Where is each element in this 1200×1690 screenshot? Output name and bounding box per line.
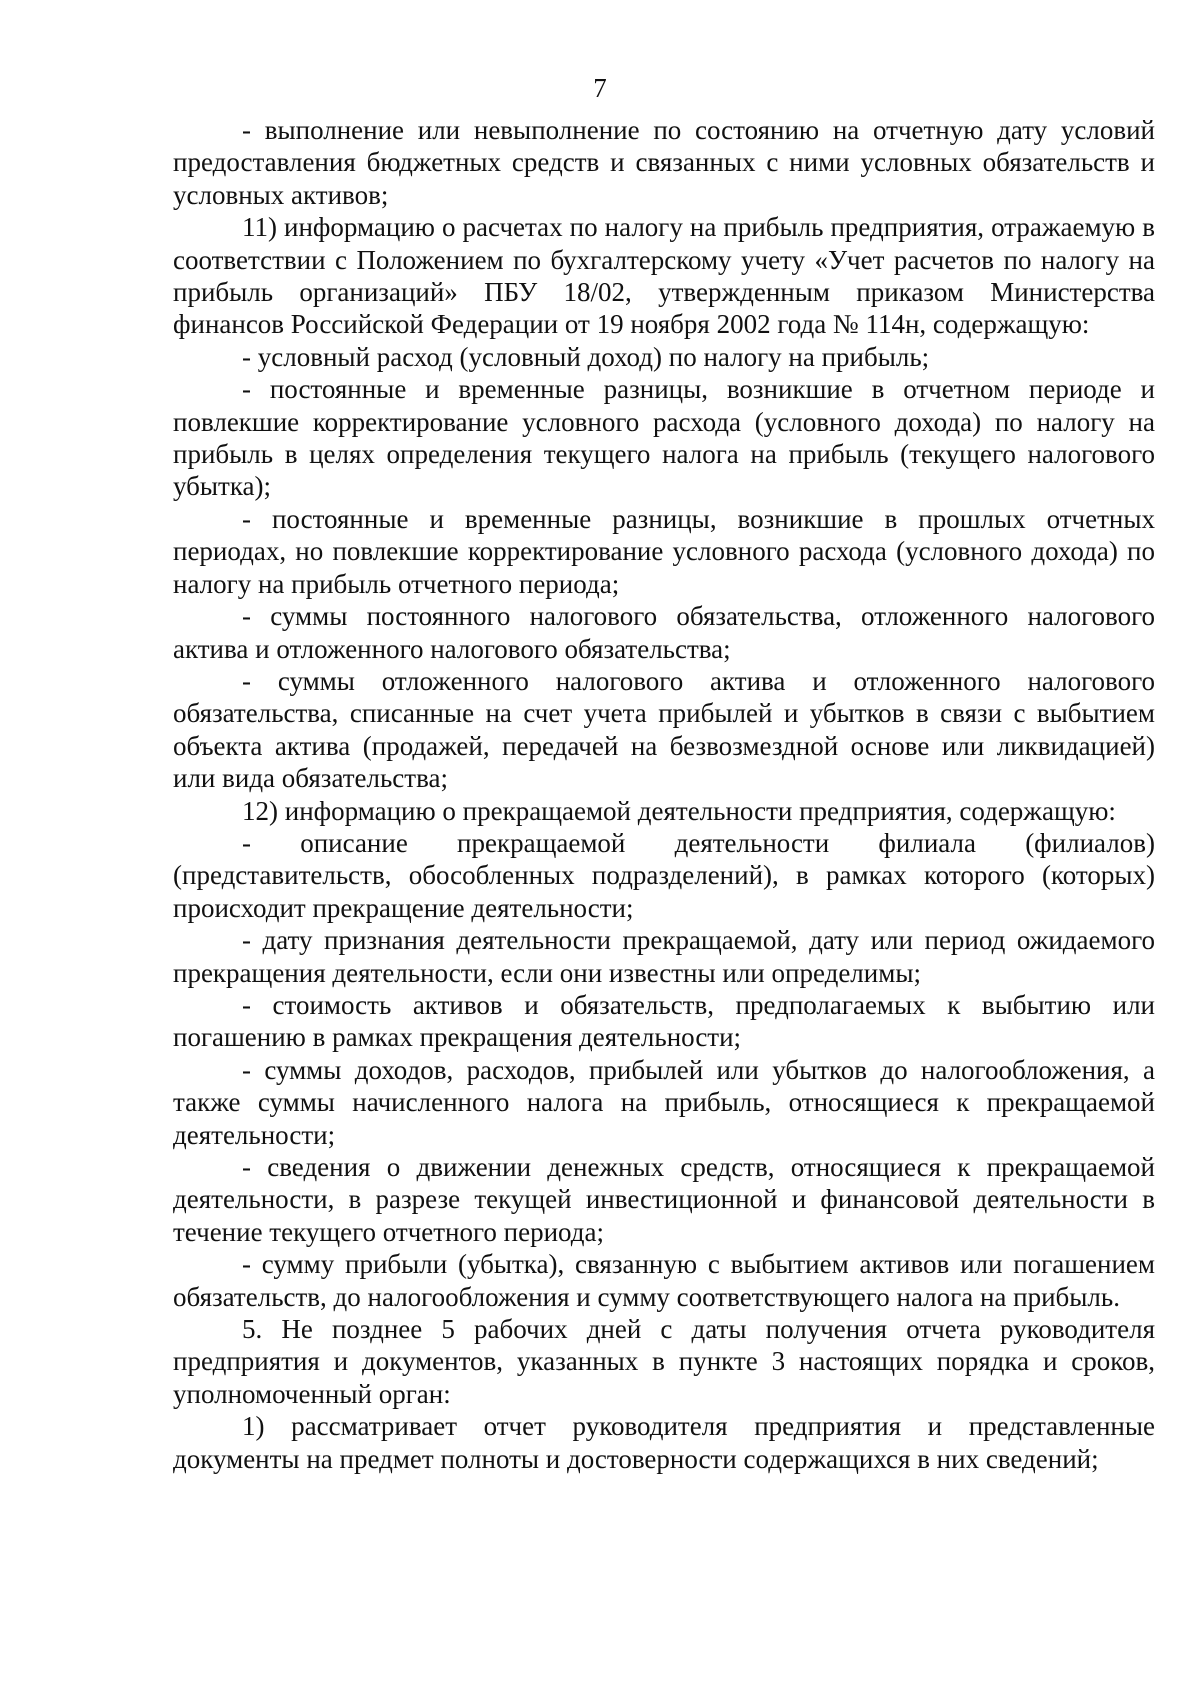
paragraph-condition-fulfillment: - выполнение или невыполнение по состоянию на отчетную дату условий предоставления бюджетных средств и связанных с ними условных обязательств и условных активов; — [173, 115, 1155, 210]
paragraph-recognition-date: - дату признания деятельности прекращаемой, дату или период ожидаемого прекращения деятельности, если они известны или определимы; — [173, 925, 1155, 988]
paragraph-item-5: 5. Не позднее 5 рабочих дней с даты получения отчета руководителя предприятия и документов, указанных в пункте 3 настоящих порядка и сроков, уполномоченный орган: — [173, 1314, 1155, 1409]
paragraph-item-5-1: 1) рассматривает отчет руководителя предприятия и представленные документы на предмет полноты и достоверности содержащихся в них сведений; — [173, 1411, 1155, 1474]
paragraph-discontinued-description: - описание прекращаемой деятельности филиала (филиалов) (представительств, обособленных подразделений), в рамках которого (которых) происходит прекращение деятельности; — [173, 827, 1155, 923]
paragraph-current-period-differences: - постоянные и временные разницы, возникшие в отчетном периоде и повлекшие корректирование условного расхода (условного дохода) по налогу на прибыль в целях определения текущего налога на прибыль (текущего налогового убытка); — [173, 374, 1155, 502]
page-number: 7 — [593, 73, 607, 103]
paragraph-item-11: 11) информацию о расчетах по налогу на прибыль предприятия, отражаемую в соответствии с Положением по бухгалтерскому учету «Учет расчетов по налогу на прибыль организаций» ПБУ 18/02, утвержденным приказом Министерства финансов Российской Федерации от 19 ноября 2002 года № 114н, содержащую: — [173, 212, 1155, 340]
document-body — [173, 114, 1155, 1475]
paragraph-conditional-expense: - условный расход (условный доход) по налогу на прибыль; — [242, 341, 930, 372]
paragraph-written-off-sums: - суммы отложенного налогового актива и отложенного налогового обязательства, списанные на счет учета прибылей и убытков в связи с выбытием объекта актива (продажей, передачей на безвозмездной основе или ликвидацией) или вида обязательства; — [173, 665, 1155, 794]
paragraph-disposal-profit: - сумму прибыли (убытка), связанную с выбытием активов или погашением обязательств, до налогообложения и сумму соответствующего налога на прибыль. — [173, 1249, 1155, 1312]
paragraph-item-12: 12) информацию о прекращаемой деятельности предприятия, содержащую: — [242, 795, 1116, 826]
paragraph-tax-obligation-sums: - суммы постоянного налогового обязательства, отложенного налогового актива и отложенного налогового обязательства; — [173, 601, 1155, 664]
paragraph-income-expense-sums: - суммы доходов, расходов, прибылей или убытков до налогообложения, а также суммы начисленного налога на прибыль, относящиеся к прекращаемой деятельности; — [173, 1054, 1155, 1150]
paragraph-assets-liabilities-value: - стоимость активов и обязательств, предполагаемых к выбытию или погашению в рамках прекращения деятельности; — [173, 989, 1155, 1053]
paragraph-cash-flow-info: - сведения о движении денежных средств, относящиеся к прекращаемой деятельности, в разрезе текущей инвестиционной и финансовой деятельности в течение текущего отчетного периода; — [173, 1152, 1155, 1247]
paragraph-prior-period-differences: - постоянные и временные разницы, возникшие в прошлых отчетных периодах, но повлекшие корректирование условного расхода (условного дохода) по налогу на прибыль отчетного периода; — [173, 503, 1155, 599]
